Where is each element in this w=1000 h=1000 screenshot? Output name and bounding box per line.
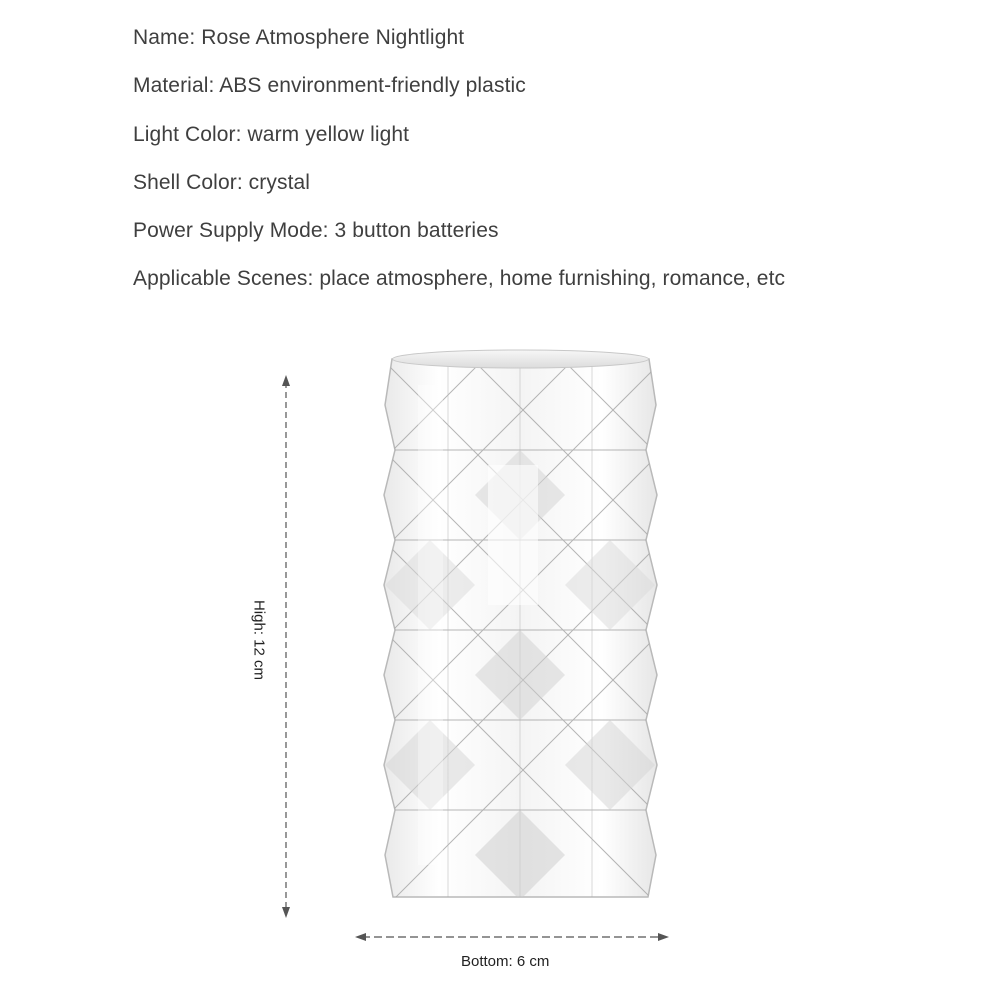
height-dimension-label: High: 12 cm — [250, 599, 268, 681]
spec-light-color: Light Color: warm yellow light — [133, 122, 410, 146]
spec-material: Material: ABS environment-friendly plastic — [133, 74, 526, 98]
height-arrow — [282, 375, 290, 918]
lamp-top-cap — [393, 350, 649, 368]
width-arrow — [355, 933, 669, 941]
width-dimension-label: Bottom: 6 cm — [461, 953, 550, 970]
crystal-lamp-image — [378, 345, 663, 907]
spec-name: Name: Rose Atmosphere Nightlight — [133, 26, 465, 49]
spec-power-supply: Power Supply Mode: 3 button batteries — [133, 219, 499, 243]
spec-shell-color: Shell Color: crystal — [133, 170, 311, 194]
spec-applicable-scenes: Applicable Scenes: place atmosphere, home furnishing, romance, etc — [133, 267, 786, 291]
